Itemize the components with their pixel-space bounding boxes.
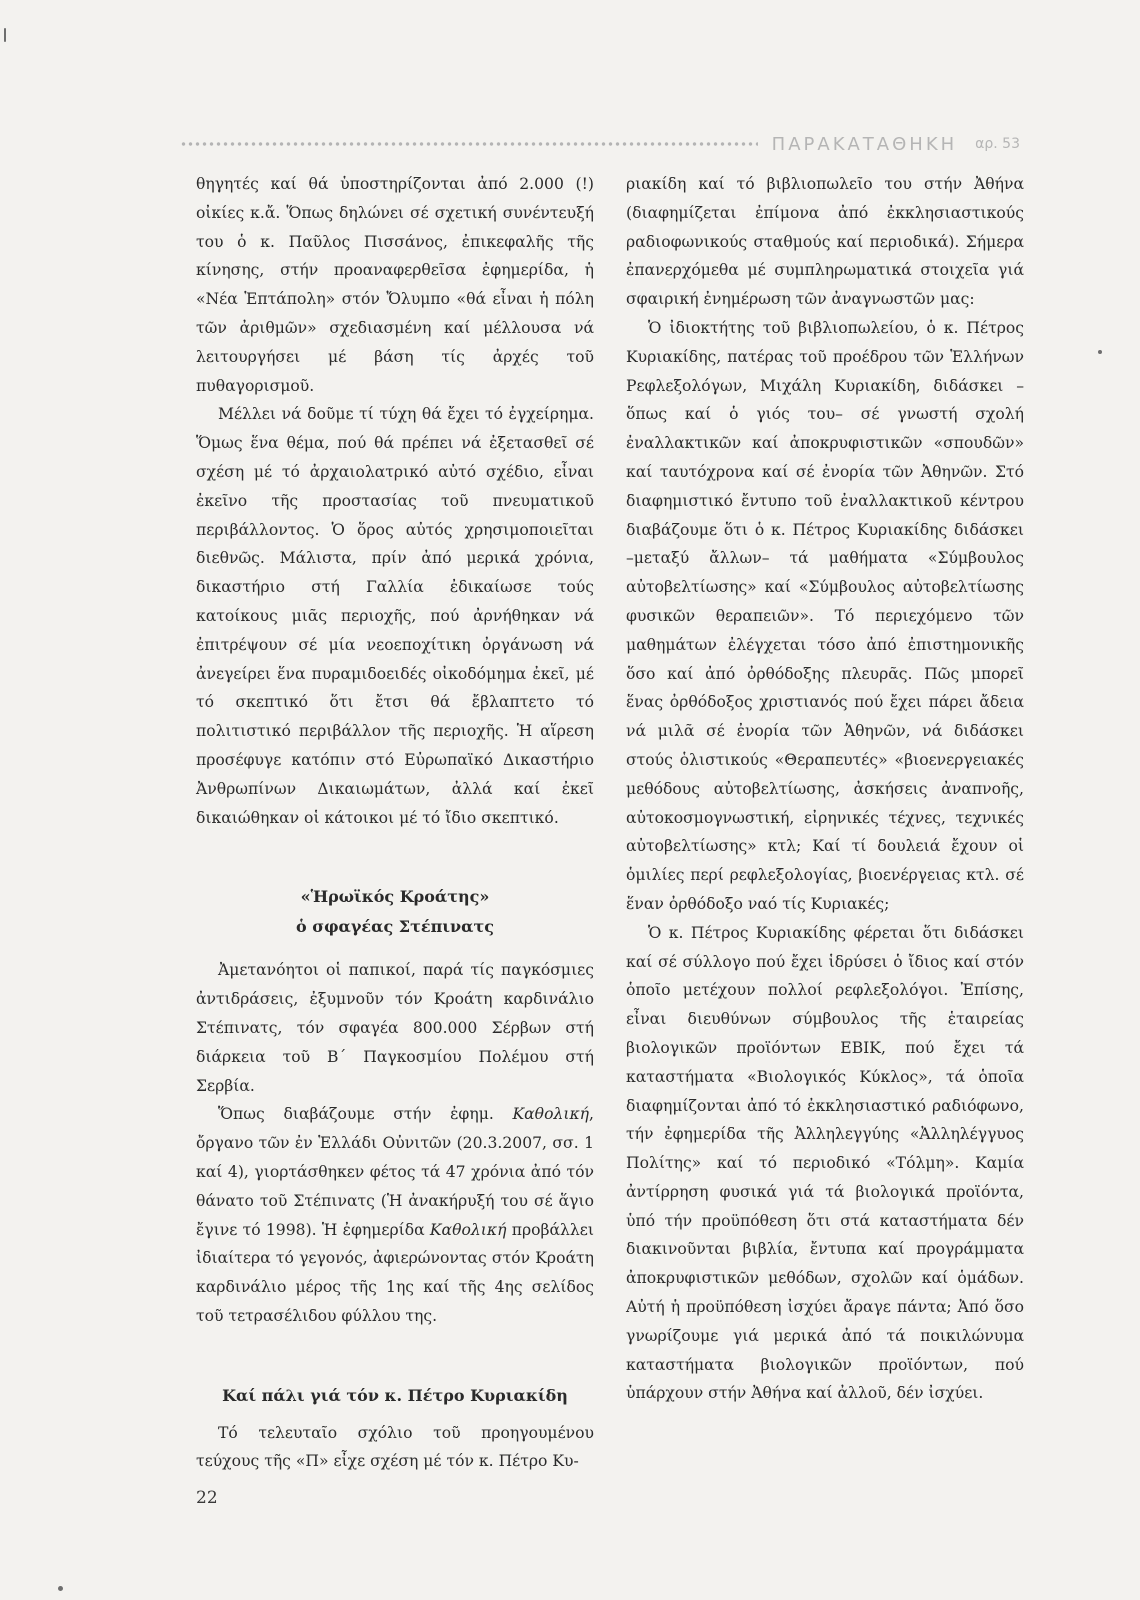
issue-number: αρ. 53 bbox=[975, 136, 1020, 152]
left-column bbox=[196, 170, 594, 1476]
paragraph: Ὁ ἰδιοκτήτης τοῦ βιβλιοπωλείου, ὁ κ. Πέτρος Κυριακίδης, πατέρας τοῦ προέδρου τῶν Ἑλλήνων Ρεφλεξολόγων, Μιχάλη Κυριακίδη, διδάσκει –ὅπως καί ὁ γιός του– σέ γνωστή σχολή ἐναλλακτικῶν καί ἀποκρυφιστικῶν «σπουδῶν» καί ταυτόχρονα καί σέ ἐνορία τῶν Ἀθηνῶν. Στό διαφημιστικό ἔντυπο τοῦ ἐναλλακτικοῦ κέντρου διαβάζουμε ὅτι ὁ κ. Πέτρος Κυριακίδης διδάσκει –μεταξύ ἄλλων– τά μαθήματα «Σύμβουλος αὐτοβελτίωσης» καί «Σύμβουλος αὐτοβελτίωσης φυσικῶν θεραπειῶν». Τό περιεχόμενο τῶν μαθημάτων ἐλέγχεται τόσο ἀπό ἐπιστημονικῆς ὅσο καί ἀπό ὀρθόδοξης πλευρᾶς. Πῶς μπορεῖ ἕνας ὀρθόδοξος χριστιανός πού ἔχει πάρει ἄδεια νά μιλᾶ σέ ἐνορία τῶν Ἀθηνῶν, νά διδάσκει στούς ὁλιστικούς «Θεραπευτές» «βιοενεργειακές μεθόδους αὐτοβελτίωσης, ἀσκήσεις ἀναπνοῆς, αὐτοκοσμογνωστική, εἰρηνικές τέχνες, τεχνικές αὐτοβελτίωσης» κτλ; Καί τί δουλειά ἔχουν οἱ ὁμιλίες περί ρεφλεξολογίας, βιοενέργειας κτλ. σέ ἕναν ὀρθόδοξο ναό τίς Κυριακές; bbox=[626, 318, 1024, 913]
newspaper-name: Καθολική bbox=[429, 1220, 507, 1239]
journal-title: ΠΑΡΑΚΑΤΑΘΗΚΗ bbox=[771, 133, 958, 155]
section-heading-stepinac bbox=[196, 882, 594, 942]
newspaper-name: Καθολική bbox=[512, 1105, 590, 1124]
heading-line: ὁ σφαγέας Στέπινατς bbox=[296, 917, 494, 937]
text-run: Ὅπως διαβάζουμε στήν ἐφημ. bbox=[218, 1105, 513, 1124]
paragraph: Μέλλει νά δοῦμε τί τύχη θά ἔχει τό ἐγχείρημα. Ὅμως ἕνα θέμα, πού θά πρέπει νά ἐξετασθεῖ σέ σχέση μέ τό ἀρχαιολατρικό αὐτό σχέδιο, εἶναι ἐκεῖνο τῆς προστασίας τοῦ πνευματικοῦ περιβάλλοντος. Ὁ ὅρος αὐτός χρησιμοποιεῖται διεθνῶς. Μάλιστα, πρίν ἀπό μερικά χρόνια, δικαστήριο στή Γαλλία ἐδικαίωσε τούς κατοίκους μιᾶς περιοχῆς, πού ἀρνήθηκαν νά ἐπιτρέψουν σέ μία νεοεποχίτικη ὀργάνωση νά ἀνεγείρει ἕνα πυραμιδοειδές οἰκοδόμημα ἐκεῖ, μέ τό σκεπτικό ὅτι ἔτσι θά ἔβλαπτετο τό πολιτιστικό περιβάλλον τῆς περιοχῆς. Ἡ αἵρεση προσέφυγε κατόπιν στό Εὐρωπαϊκό Δικαστήριο Ἀνθρωπίνων Δικαιωμάτων, ἀλλά καί ἐκεῖ δικαιώθηκαν οἱ κάτοικοι μέ τό ἴδιο σκεπτικό. bbox=[196, 405, 594, 827]
scan-speck bbox=[58, 1586, 63, 1591]
paragraph: ριακίδη καί τό βιβλιοπωλεῖο του στήν Ἀθήνα (διαφημίζεται ἐπίμονα ἀπό ἐκκλησιαστικούς ραδιοφωνικούς σταθμούς καί περιοδικά). Σήμερα ἐπανερχόμεθα μέ συμπληρωματικά στοιχεῖα γιά σφαιρική ἐνημέρωση τῶν ἀναγνωστῶν μας: bbox=[626, 175, 1024, 309]
scan-speck bbox=[1098, 350, 1102, 354]
scan-speck bbox=[4, 28, 6, 42]
paragraph: θηγητές καί θά ὑποστηρίζονται ἀπό 2.000 (!) οἰκίες κ.ἄ. Ὅπως δηλώνει σέ σχετική συνέντευξή του ὁ κ. Παῦλος Πισσάνος, ἐπικεφαλῆς τῆς κίνησης, στήν προαναφερθεῖσα ἐφημερίδα, ἡ «Νέα Ἑπτάπολη» στόν Ὄλυμπο «θά εἶναι ἡ πόλη τῶν ἀριθμῶν» σχεδιασμένη καί μέλλουσα νά λειτουργήσει μέ βάση τίς ἀρχές τοῦ πυθαγορισμοῦ. bbox=[196, 175, 594, 395]
page-header bbox=[180, 132, 1020, 156]
paragraph bbox=[196, 1100, 594, 1330]
paragraph: Τό τελευταῖο σχόλιο τοῦ προηγουμένου τεύχους τῆς «Π» εἶχε σχέση μέ τόν κ. Πέτρο Κυ- bbox=[196, 1423, 594, 1471]
right-column bbox=[626, 170, 1024, 1408]
text-run: , ὄργανο τῶν ἐν Ἑλλάδι Οὐνιτῶν (20.3.2007, σσ. 1 καί 4), γιορτάσθηκεν φέτος τά 47 χρόνια ἀπό τόν θάνατο τοῦ Στέπινατς (Ἡ ἀνακήρυξή του σέ ἅγιο ἔγινε τό 1998). Ἡ ἐφημερίδα bbox=[196, 1105, 594, 1239]
paragraph: Ἀμετανόητοι οἱ παπικοί, παρά τίς παγκόσμιες ἀντιδράσεις, ἐξυμνοῦν τόν Κροάτη καρδινάλιο Στέπινατς, τόν σφαγέα 800.000 Σέρβων στή διάρκεια τοῦ Β΄ Παγκοσμίου Πολέμου στή Σερβία. bbox=[196, 961, 594, 1095]
heading-line: «Ἡρωϊκός Κροάτης» bbox=[300, 887, 490, 907]
page-number: 22 bbox=[196, 1488, 218, 1508]
header-ornament bbox=[180, 139, 758, 149]
paragraph: Ὁ κ. Πέτρος Κυριακίδης φέρεται ὅτι διδάσκει καί σέ σύλλογο πού ἔχει ἱδρύσει ὁ ἴδιος καί στόν ὁποῖο μετέχουν πολλοί ρεφλεξολόγοι. Ἐπίσης, εἶναι διευθύνων σύμβουλος τῆς ἑταιρείας βιολογικῶν προϊόντων ΕΒΙΚ, πού ἔχει τά καταστήματα «Βιολογικός Κύκλος», τά ὁποῖα διαφημίζονται ἀπό τό ἐκκλησιαστικό ραδιόφωνο, τήν ἐφημερίδα τῆς Ἀλληλεγγύης «Ἀλληλέγγυος Πολίτης» καί τό περιοδικό «Τόλμη». Καμία ἀντίρρηση φυσικά γιά τά βιολογικά προϊόντα, ὑπό τήν προϋπόθεση ὅτι στά καταστήματα δέν διακινοῦνται βιβλία, ἔντυπα καί προγράμματα ἀποκρυφιστικῶν μεθόδων, σχολῶν καί ὁμάδων. Αὐτή ἡ προϋπόθεση ἰσχύει ἄραγε πάντα; Ἀπό ὅσο γνωρίζουμε γιά μερικά ἀπό τά ποικιλώνυμα καταστήματα βιολογικῶν προϊόντων, πού ὑπάρχουν στήν Ἀθήνα καί ἀλλοῦ, δέν ἰσχύει. bbox=[626, 923, 1024, 1403]
section-heading-kyriakidis: Καί πάλι γιά τόν κ. Πέτρο Κυριακίδη bbox=[222, 1385, 568, 1405]
text-run: προβάλλει ἰδιαίτερα τό γεγονός, ἀφιερώνοντας στόν Κροάτη καρδινάλιο μέρος τῆς 1ης καί τῆς 4ης σελίδος τοῦ τετρασέλιδου φύλλου της. bbox=[196, 1220, 595, 1325]
